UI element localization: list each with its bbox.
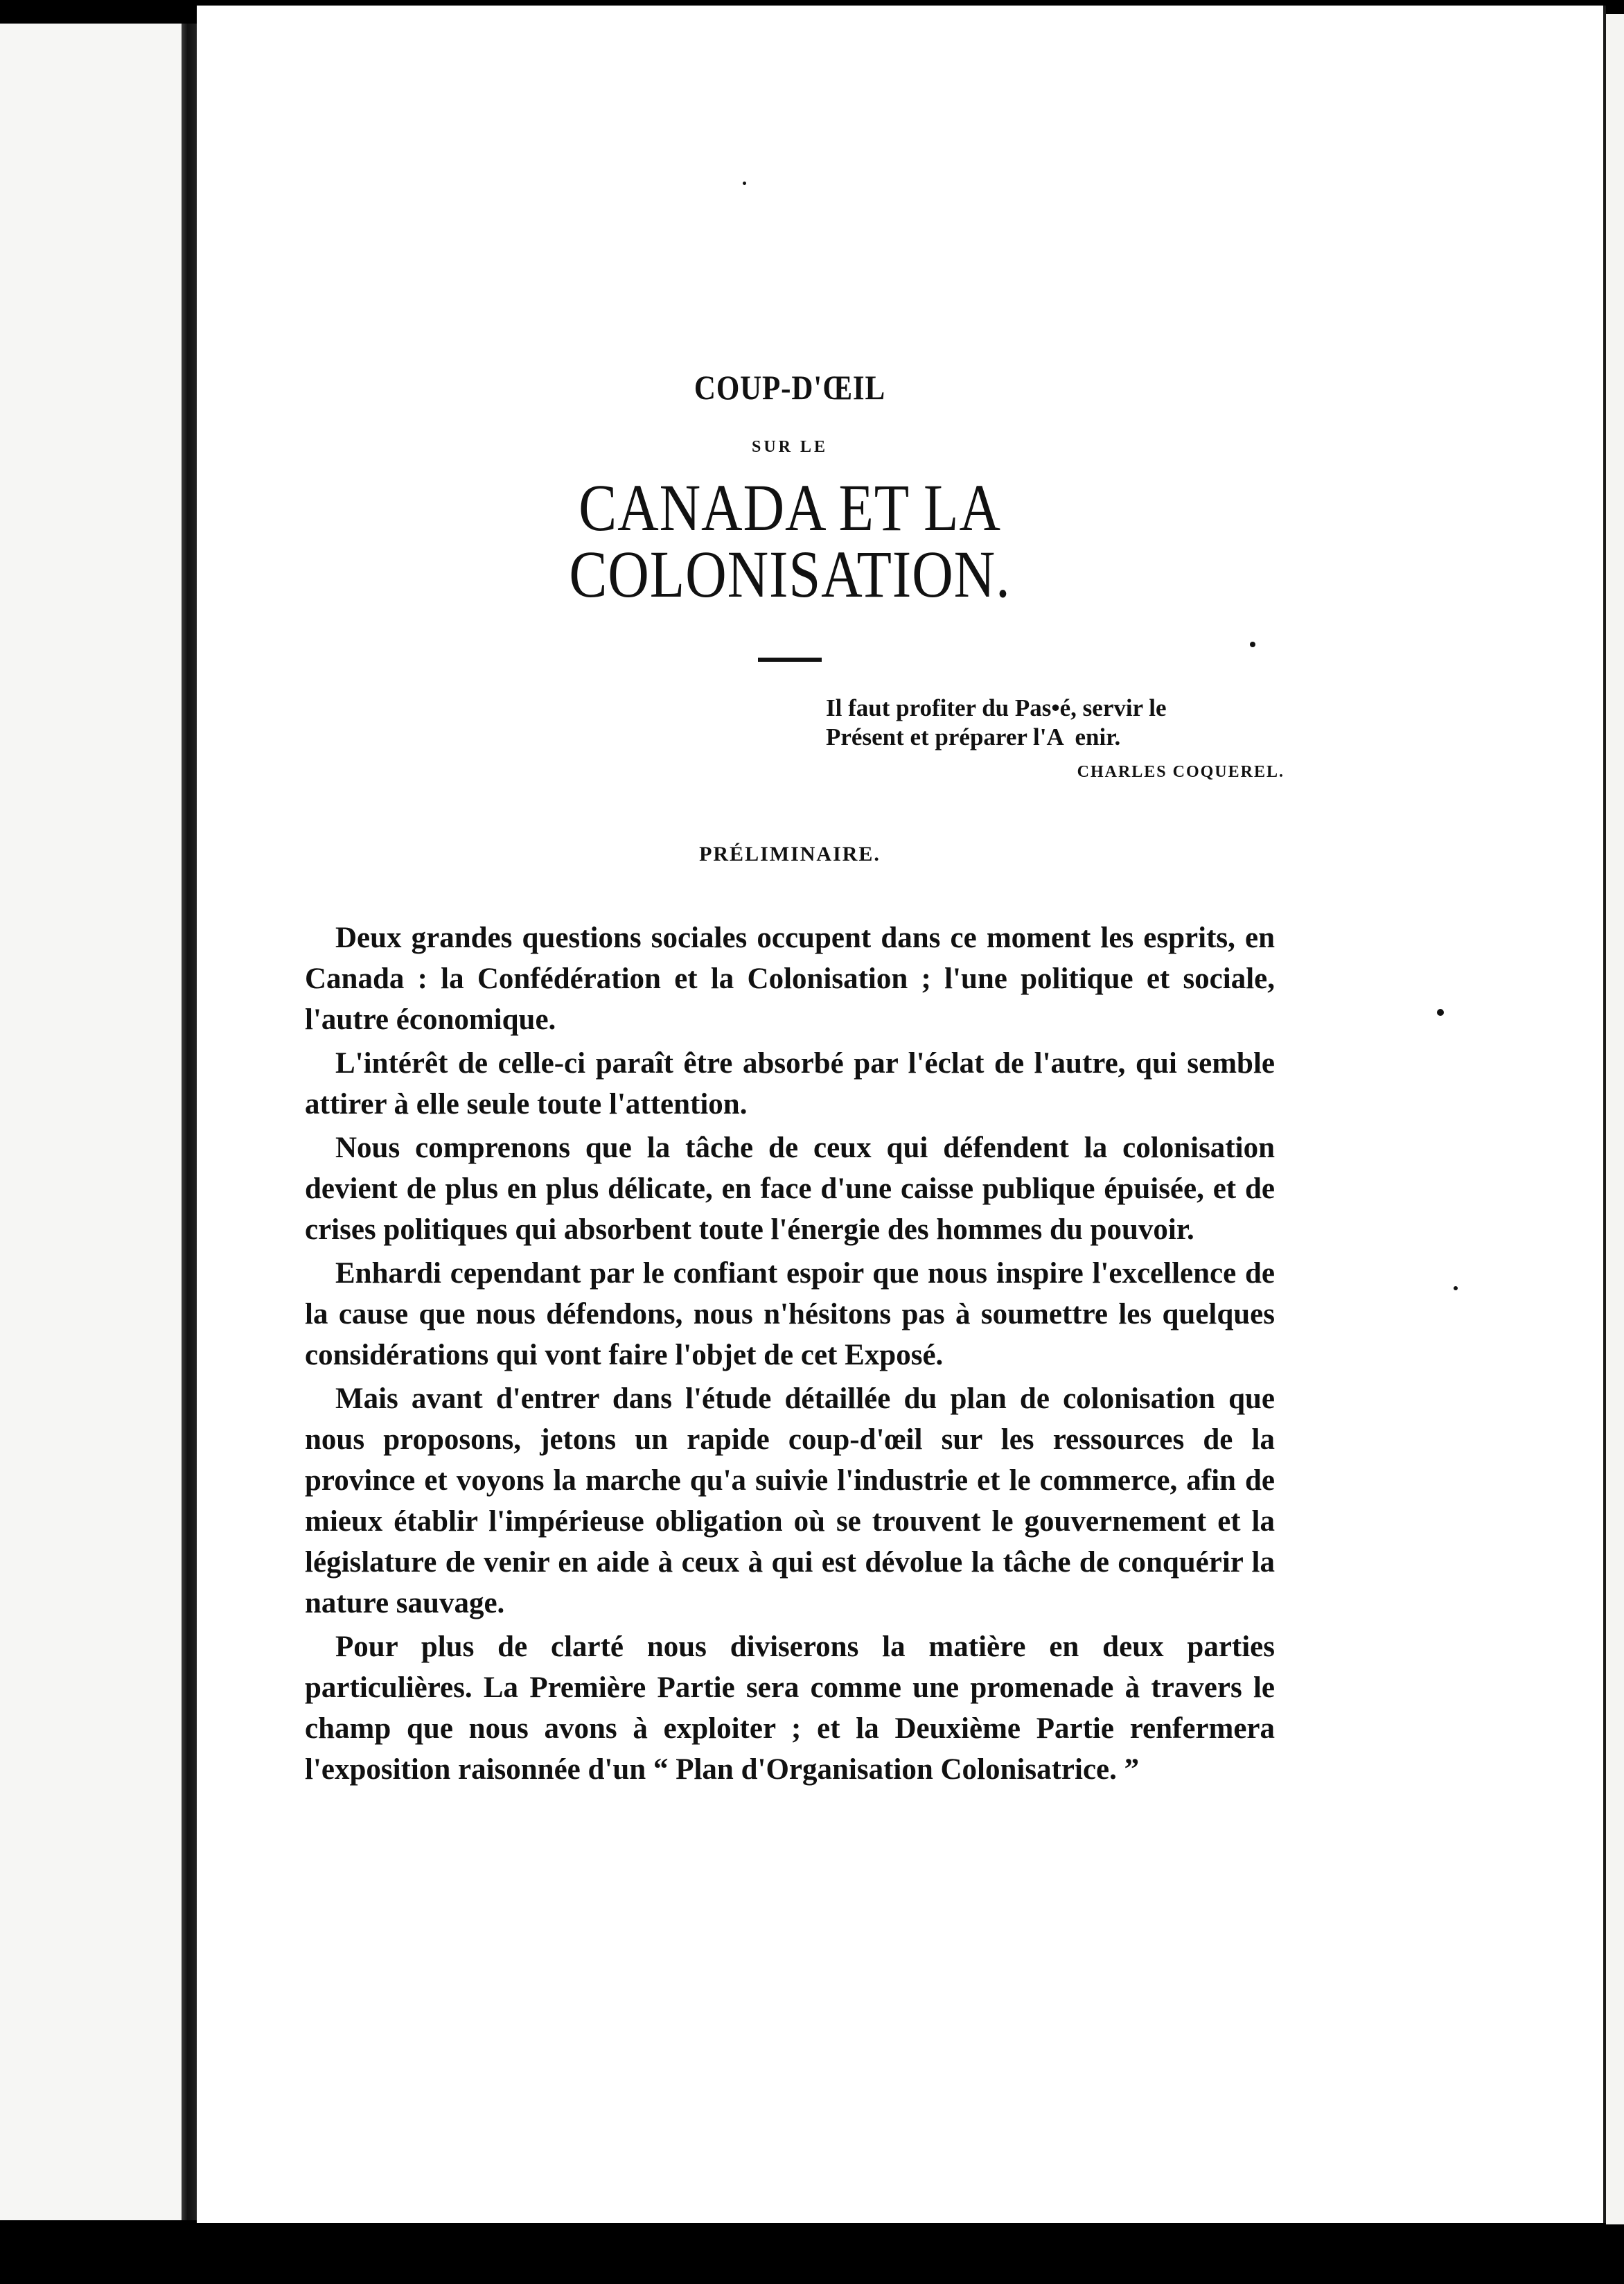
ink-speck — [1437, 1009, 1444, 1016]
paragraph: Mais avant d'entrer dans l'étude détaillée du plan de colonisation que nous proposons, jetons un rapide coup-d'œil sur les ressources de la province et voyons la marche qu'a suivie l'industrie et le commerce, afin de mieux établir l'impérieuse obligation où se trouvent le gouvernement et la législature de venir en aide à ceux à qui est dévolue la tâche de conquérir la nature sauvage. — [305, 1382, 1275, 1619]
epigraph-line-2: Présent et préparer l'A enir. — [826, 723, 1121, 750]
paragraph: Nous comprenons que la tâche de ceux qui défendent la colonisation devient de plus en plus délicate, en face d'une caisse publique épuisée, et de crises politiques qui absorbent toute l'énergie des hommes du pouvoir. — [305, 1132, 1275, 1246]
title-line-1: COUP-D'ŒIL — [694, 368, 886, 407]
section-heading: PRÉLIMINAIRE. — [699, 843, 881, 866]
title-rule — [758, 658, 822, 662]
page-edge-right — [1606, 14, 1624, 2224]
body-text — [305, 917, 1275, 1790]
title-line-3: CANADA ET LA COLONISATION. — [569, 471, 1011, 611]
scan-border-bottom — [0, 2224, 1624, 2284]
book-gutter — [182, 24, 197, 2220]
ink-speck — [1454, 1286, 1458, 1290]
page-content — [305, 367, 1285, 1793]
paragraph: Pour plus de clarté nous diviserons la matière en deux parties particulières. La Première Partie sera comme une promenade à travers le champ que nous avons à exploiter ; et la Deuxième Partie renfermera l'exposition raisonnée d'un “ Plan d'Organisation Colonisatrice. ” — [305, 1631, 1275, 1786]
paragraph: L'intérêt de celle-ci paraît être absorbé par l'éclat de l'autre, qui semble attirer à elle seule toute l'attention. — [305, 1047, 1275, 1121]
title-line-2: SUR LE — [751, 438, 829, 456]
epigraph — [826, 694, 1275, 752]
epigraph-line-1: Il faut profiter du Pas•é, servir le — [826, 694, 1167, 721]
facing-page-edge — [0, 24, 182, 2220]
paragraph: Deux grandes questions sociales occupent dans ce moment les esprits, en Canada : la Confédération et la Colonisation ; l'une politique et sociale, l'autre économique. — [305, 922, 1275, 1036]
epigraph-author: CHARLES COQUEREL. — [1077, 763, 1285, 781]
paragraph: Enhardi cependant par le confiant espoir que nous inspire l'excellence de la cause que nous défendons, nous n'hésitons pas à soumettre les quelques considérations qui vont faire l'objet de cet Exposé. — [305, 1257, 1275, 1371]
ink-speck — [743, 182, 746, 185]
